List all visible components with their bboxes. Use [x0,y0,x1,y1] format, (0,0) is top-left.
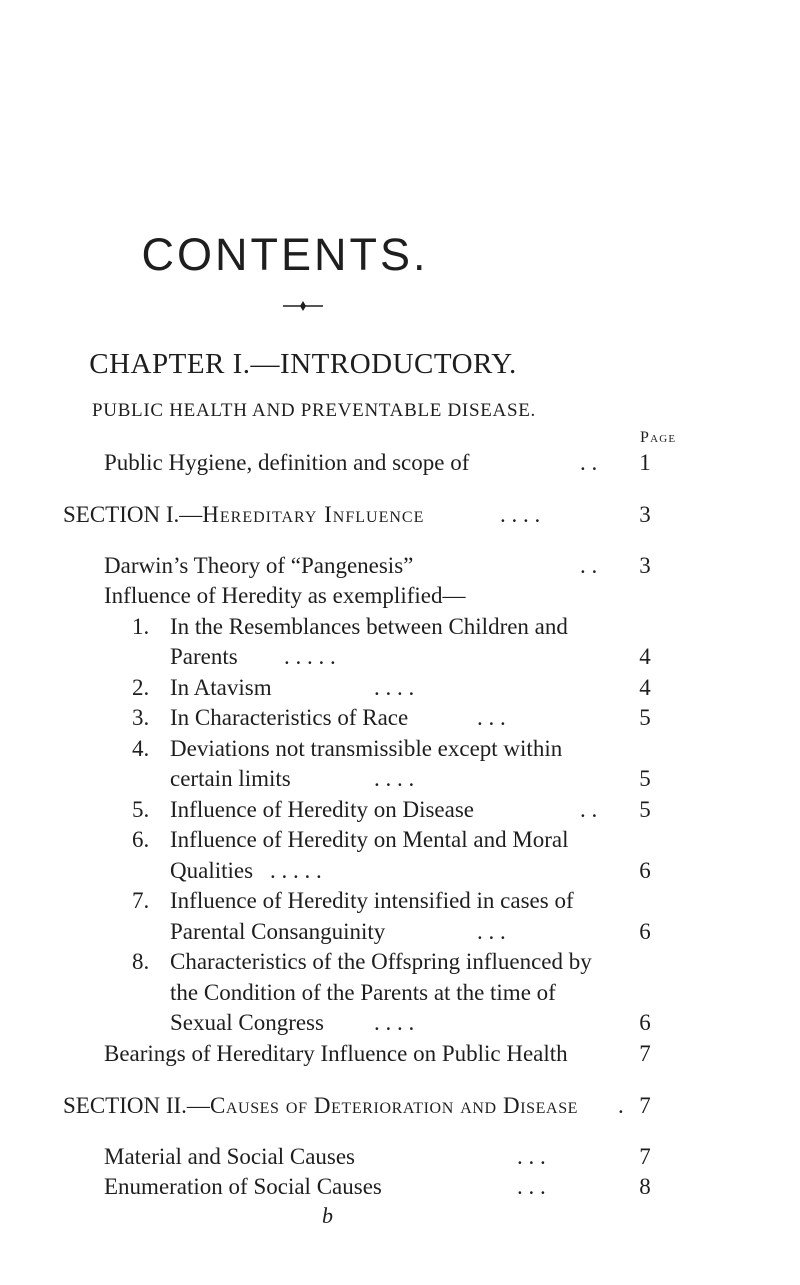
toc-entry-text: Deviations not transmissible except within [170,736,563,761]
section-prefix: SECTION II.— [63,1093,210,1118]
item-number: 7. [132,888,150,913]
toc-entry-text: Material and Social Causes [104,1144,356,1169]
section-heading [63,1093,624,1118]
toc-page-number: 7 [639,1041,651,1066]
toc-entry-text: Influence of Heredity on Disease [170,797,474,822]
toc-entry [104,1042,568,1065]
toc-page-number: 7 [639,1144,651,1169]
contents-title: CONTENTS. [141,229,429,280]
section-title: Causes of Deterioration and Disease [209,1093,579,1118]
toc-entry-text: Qualities [170,858,254,883]
toc-entry-text: Characteristics of the Offspring influenced by [170,949,592,974]
toc-entry-text: the Condition of the Parents at the time of [170,980,556,1005]
toc-entry [104,1144,546,1169]
chapter-title: CHAPTER I.—INTRODUCTORY. [89,348,517,380]
toc-entry-text: Parents [170,644,238,669]
toc-page-number: 5 [639,766,651,791]
dot-leader: . . [580,450,598,475]
toc-page-number: 3 [639,502,651,527]
toc-entry [104,553,598,578]
section-prefix: SECTION I.— [63,502,203,527]
dot-leader: . . . [477,919,506,944]
item-number: 1. [132,614,150,639]
toc-entry-text: Enumeration of Social Causes [104,1174,382,1199]
toc-entry-text: certain limits [170,766,291,791]
toc-subentry [132,797,598,822]
toc-subentry-continuation [170,644,336,669]
dot-leader: . . . [517,1144,546,1169]
toc-entry-text: Influence of Heredity intensified in cases of [170,888,574,913]
toc-subentry [132,889,574,912]
item-number: 3. [132,705,150,730]
toc-entry-text: Influence of Heredity on Mental and Moral [170,827,569,852]
toc-entry [104,1174,546,1199]
toc-page-number: 6 [639,858,651,883]
toc-subentry [132,675,415,700]
toc-subentry [132,828,569,851]
dot-leader: . . [580,553,598,578]
toc-subentry-continuation [170,1010,415,1035]
dot-leader: . [618,1093,624,1118]
toc-page-number: 7 [639,1093,651,1118]
dot-leader: . . . [517,1174,546,1199]
item-number: 2. [132,675,150,700]
dot-leader: . . . . [374,1010,415,1035]
toc-page-number: 5 [639,705,651,730]
item-number: 5. [132,797,150,822]
signature-mark: b [322,1203,333,1228]
diamond-ornament-icon [283,300,323,312]
part-title: PUBLIC HEALTH AND PREVENTABLE DISEASE. [92,400,536,421]
dot-leader: . . . . [374,675,415,700]
toc-page-number: 4 [639,675,651,700]
toc-subentry [132,737,562,760]
toc-page-number: 1 [639,450,651,475]
toc-page-number: 4 [639,644,651,669]
toc-page-number: 3 [639,553,651,578]
toc-entry-text: In Atavism [170,675,272,700]
toc-entry [104,584,465,607]
toc-entry-text: Darwin’s Theory of “Pangenesis” [104,553,414,578]
toc-entry-text: Parental Consanguinity [170,919,386,944]
section-heading [63,502,541,527]
toc-page-number: 6 [639,919,651,944]
toc-subentry-continuation [170,981,556,1004]
toc-subentry [132,615,568,638]
section-title: Hereditary Influence [202,502,425,527]
toc-subentry-continuation [170,919,506,944]
toc-subentry-continuation [170,766,415,791]
item-number: 4. [132,736,150,761]
toc-subentry-continuation [170,858,322,883]
dot-leader: . . . . [374,766,415,791]
toc-subentry [132,705,506,730]
item-number: 6. [132,827,150,852]
toc-entry-text: In the Resemblances between Children and [170,614,568,639]
item-number: 8. [132,949,150,974]
toc-subentry [132,950,592,973]
dot-leader: . . . . [500,502,541,527]
toc-entry [104,450,598,475]
toc-entry-text: Sexual Congress [170,1010,324,1035]
toc-page-number: 5 [639,797,651,822]
dot-leader: . . . . . [284,644,336,669]
dot-leader: . . [580,797,598,822]
toc-page-number: 8 [639,1174,651,1199]
toc-entry-text: In Characteristics of Race [170,705,409,730]
toc-entry-text: Influence of Heredity as exemplified— [104,583,466,608]
toc-entry-text: Public Hygiene, definition and scope of [104,450,470,475]
toc-entry-text: Bearings of Hereditary Influence on Public Health [104,1041,568,1066]
toc-page-number: 6 [639,1010,651,1035]
dot-leader: . . . [477,705,506,730]
dot-leader: . . . . . [270,858,322,883]
page-column-label: Page [640,429,677,446]
